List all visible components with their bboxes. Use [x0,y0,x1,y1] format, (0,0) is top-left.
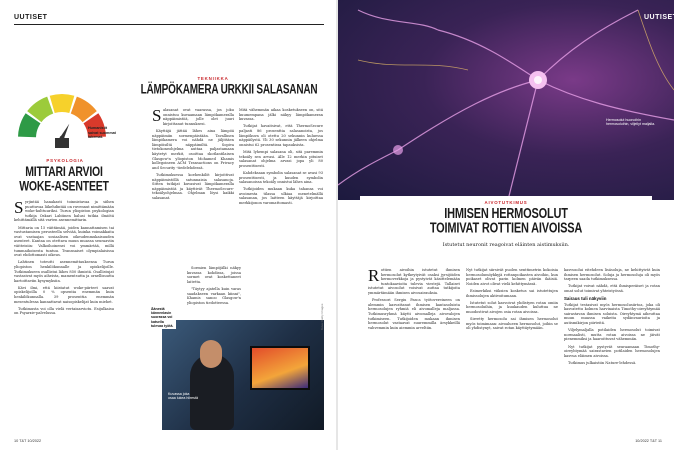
dendrite [358,10,438,30]
dendrite [638,10,674,90]
story3-paragraph: ottien aivoihin istutetut ihmisen hermosolut kytkeytyivät osaksi jyrsijöiden hermoverkkoja ja pystyivät käsittelemään tuntokaavioita tulevia viestejä. Tallaiset istutetut aivosolut voisivat auttaa tutkijoita ymmärtämään ihmisen aivosairauksia. [368,268,460,295]
story2-paragraph: Mitä vähemmän aikaa kosketukseen on, sitä kuumempana jälki näkyy lämpökameran kuvassa. [239,108,323,122]
story3-paragraph: Tutkijat testasivat myös hermosolusiirtoa, joka oli kasvatettu kolmen harvinaista Timothy-oireyhtymää sairastavan ihmisen soluista. Oireyhtymä aiheuttaa muun muassa vaikeita sydänvaurioita ja autismikirjon piirteitä. [564,302,660,326]
story2-paragraph: "Täytyy ajatella kuin varas saadakseen varkaan kiinni", Khamis sanoo Glasgow'n yliopiston tiedotteessa. [187,286,241,305]
story3-paragraph: Sirretty hermosolu sai ihmisen hermosolut myös toimimaan: aivoalueen hermosolut, joihin se oli yhdistynyt, saivat rotan käyttäytymään. [466,317,558,331]
story2-dropcap: S [152,106,162,125]
story2-paragraph: Tutkijoiden mukaan kuka tahansa voi avoimesta tilassa ulkiaa menetelmällä salasanan, jos laitteen käyttäjä kirjoittaa merkkijonon varomattomasti. [239,187,323,206]
section-header: UUTISET [14,14,48,21]
story3-column-2 [466,268,558,436]
story3-column-3 [564,268,660,436]
story3-paragraph: kasvusolui eitehdeen lisäsoluja, ne kehittyivät kuin ihmisen hermosolut. Soluja ja hermosoluja oli myös tarpeen saada tutkimuksessa. [564,268,660,282]
story3-paragraph: Professori Sergiu Pasca työtovereineen on alemmin kasvattanut ihmisen kantasoluista hermosolujen ryhmiä eli aivomalleja maljassa. Tutkimusryhmä käytti aivomalleja aivovalojen tutkimiseen. Tutkijoiden mukaan ihmisen hermosolut vastaavat suuremmilla ärsykkeillä vahvemmin kuin aiemmin arveltiin. [368,298,460,330]
story3-deck: Istutetut neuronit reagoivat eläinten aistimuksiin. [442,242,570,248]
folio-left: 10 T&T 10/2022 [14,439,42,443]
section-header: UUTISET [644,14,677,21]
story1-paragraph: yrjintää hanakasti toinnistavaa ja siihen puuttuvaa liikehdintää on ruvennut nimittämään woke-kulttuuriksi. Turun yliopiston psykologian tutkija Oskari Lahtinen halusi tutkia ilmiötä kehittämällä sitä varten asennemittarin. [14,200,114,223]
story1-paragraph: Kävi ilmi, että kiistatut woke-piirteet saavat opiskelijoilla 0 % opsentia enemmän kuin henkilökunnalla. 39 prosenttia enemmän mesentulessa kannattavat naisopiskelijat kuin miehet. [14,285,114,304]
left-page [0,0,336,450]
story1-headline-line: WOKE-ASENTEET [19,177,109,195]
story2-paragraph: Tutkijat havaitsivat, että ThermoSecure paljasti 86 prosenttia salasanoista, jos lämpökuva oli otettu 20 sekunnin kuluessa näppäilystä. Yli 30 sekunnin jälkeen ohjelma onnistui 62 prosentissa tapauksista. [239,124,323,147]
story2-paragraph: Sormien lämpöjälki näkyy kuvassa kohdissa, joissa sormet ovat koskettaneet laitetta. [187,266,241,284]
dendrite [398,80,538,150]
dendrite [538,80,674,120]
photo-credit: Kuva: Getty Images [320,303,324,330]
story3-paragraph: Tutkimus julkaistiin Nature-lehdessä. [568,360,637,365]
story2-headline: LÄMPÖKAMERA URKKII SALASANAN [140,82,318,98]
monitor-shape [250,346,310,390]
story2-column-2 [239,108,323,313]
right-page [320,0,677,450]
gauge-segment [50,94,75,113]
story2-column-3 [187,266,241,326]
story3-headline [360,207,652,237]
story3-paragraph: Tutkijat voivat nähdä, että ihmisperäiset ja rotan omat solut toimivat yhteistyössä. [564,284,660,293]
story3-paragraph: Nyt tutkijat pystyvät seuraamaan Timothy-oireyhtymää sairastavien potilaiden hermosolujen kasvua eläimen aivoissa. [564,344,660,358]
dendrite [438,30,538,80]
story2-kicker: TEKNIIKKA [197,76,229,81]
neuron-photo [338,0,677,200]
story1-paragraph: Mittaria on 15 väittämää, joiden kannattamisen tai vastustamisen perusteella selviää, kuinka voimakkaita ovat vastaajan sosiaalisen oikeudenmukaisuuden asenteet. Kantaa on otettava muun muassa seuraaviin väitteisiin: Valkoihoinenei voi ymmärtää, millä tummaihoisesta tuntuu. Transnaiset olympialaisissa ovat ehdottomasti oikeus. [14,225,114,258]
dendrite [338,150,398,185]
story3-paragraph: Nyt tutkijat siirsivät puolen senttimetrin kokoisia hermosolumöykkyjä rottanpoikasten aivoihin, kun poikaset olivat parin kolmen päivän ikäisiä. Noiden aivot olivat vielä kehittymässä. [466,268,558,286]
neuron-photo-caption: Hermosolut huonoihin hermosoluihin, viljellyt maljalla. [606,118,656,127]
story1-paragraph: Tutkimusta voi olla vielä vertaisarviotu. Esijulkaisu on Psyarxiv-palvelussa. [14,306,114,316]
story1-kicker: PSYKOLOGIA [46,158,84,163]
story2-paragraph: Käyttäjä jättää lähes aina lämpöä näppäimiin sormenpäistään. Tavallinen lämpökamera voi nähdä ne jäljittäen lämpöisiltä näppäimiltä. Sopiva tietokoneohjelma auttaa paljastamaan käytetyt merkit, osoittaa skotlantilaisen Glasgow'n yliopiston Mohamed Khamis kollegoineen ACM Transactions on Privacy and Security -tiedelehdessä. [152,128,234,170]
story3-subhead: Sairaus tuli näkyviin [564,295,607,301]
neuron-nucleus [534,76,542,84]
photo-label: Äänestä kännenlasin suorassa voi katsella tulevaa työtä. [150,306,176,329]
axon [508,80,538,200]
face-shape [200,340,222,368]
gauge-base [55,138,69,148]
story3-paragraph: Esimerkiksi viiksien kosketus sai istutettujen ihmissolujen aktivoitumaan. [466,288,558,298]
story2-paragraph: Kahdeksaan symbolin salasanat se avasi 93 prosenttisesti, ja kuuden symbolin salasanoissa tekoäly onnistui lähes aina. [239,170,323,185]
story1-paragraph: Lahtinen toteutti asennemittauksensa Turun yliopiston henkilökunnalle ja opiskelijoille. Tutkimukseen osallistui lähes 850 ihmistä. Osallistujat vastasivat myös aiheista, mamentsutta ja ornellisuutta kartoittaviin kysymyksiin. [14,260,114,283]
dendrite [538,10,638,80]
story1-column [14,200,114,436]
gauge-caption: Humanistit saivat suommat lukemat. [88,126,116,139]
story3-column-1 [368,268,460,436]
story3-headline-line: IHMISEN HERMOSOLUT [444,205,568,222]
neuron-illustration [338,0,674,200]
story3-headline-line: TOIMIVAT ROTTIEN AIVOISSA [429,220,583,237]
section-rule [14,24,324,25]
story2-column-1 [152,108,234,288]
folio-right: 10/2022 T&T 11 [635,439,662,443]
story3-dropcap: R [368,266,380,285]
story2-paragraph: alasanat ovat vaarassa, jos joku onnistuu kuvaamaan lämpökameralla näppäimistöä, jolle olet juuri kirjoittanut tunnuksesi. [162,108,234,126]
story1-dropcap: S [14,198,24,217]
story1-headline [14,165,114,193]
story2-paragraph: Mitä lyhempi salasana oli, sitä paremmin tekoäly sen arvasi. Alle 12 merkin pituiset salasanat ohjelma arvasi jopa yli 80 prosenttisesti. [239,149,323,168]
story3-paragraph: Istutetut solut kasvoivat yhdistyen rotan omiin hermosoluihin, ja kuukauden kuluttua ne muodostivat aivojen osia rotan aivoissa. [466,300,558,314]
story3-kicker: AIVOTUTKIMUS [484,200,528,205]
dendrite [358,60,468,70]
photo-caption: Kuvassa joka osaa lukea hiirestä [168,392,198,401]
researcher-photo [162,320,324,430]
story2-paragraph: Tutkimuksessa koehenkilöt kirjoittivat näppäimistöllä satunnaisia salasanoja. Sitten tutkijat kuvasivat lämpökameralla näppäimistöä ja käyttivät ThermoSecure-tekoälyohjelmaa. Ohjelman löysi kaikki salasanat. [152,172,234,200]
story1-headline-line: MITTARI ARVIOI [25,163,103,180]
neuron-soma [393,145,403,155]
story3-paragraph: Viljelymaljalla potilaiden hermosolut toimivat normaalisti, mutta rotan aivoissa ne jäivät pienemmiksi ja haaroittuvat vähemmän. [564,328,660,342]
